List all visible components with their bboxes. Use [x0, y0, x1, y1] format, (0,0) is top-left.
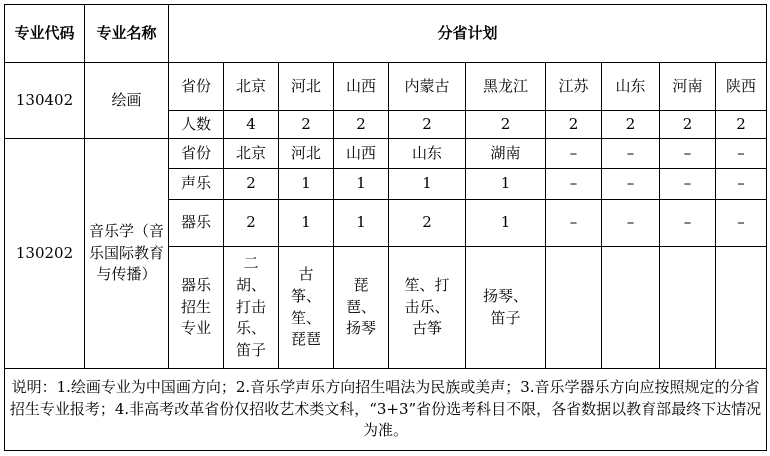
explanation-note: 说明：1.绘画专业为中国画方向；2.音乐学声乐方向招生唱法为民族或美声；3.音乐学器乐方向应按照规定的分省招生专业报考；4.非高考改革省份仅招收艺术类文科，“3+3”省份选考科目不限，各省数据以教育部最终下达情况为准。 — [5, 369, 767, 451]
painting-code: 130402 — [5, 63, 85, 139]
instrument-major-label: 器乐招生专业 — [169, 247, 224, 369]
header-plan: 分省计划 — [169, 5, 767, 63]
music-province: – — [716, 139, 767, 169]
enrollment-plan-table — [4, 4, 767, 451]
music-name: 音乐学（音乐国际教育与传播） — [85, 139, 169, 369]
instrument-count: 2 — [389, 200, 466, 247]
instrument-count: – — [602, 200, 660, 247]
instrument-majors — [660, 247, 716, 369]
vocal-count: 2 — [224, 169, 279, 200]
instrument-majors: 扬琴、笛子 — [466, 247, 546, 369]
vocal-label: 声乐 — [169, 169, 224, 200]
instrument-majors: 笙、打击乐、古筝 — [389, 247, 466, 369]
painting-province: 山东 — [602, 63, 660, 111]
painting-province: 江苏 — [546, 63, 602, 111]
instrument-majors: 二胡、打击乐、笛子 — [224, 247, 279, 369]
painting-province: 河南 — [660, 63, 716, 111]
painting-count: 2 — [334, 111, 389, 139]
painting-count: 2 — [602, 111, 660, 139]
painting-province: 陕西 — [716, 63, 767, 111]
painting-province: 河北 — [279, 63, 334, 111]
music-province: – — [546, 139, 602, 169]
vocal-count: – — [716, 169, 767, 200]
music-province: 湖南 — [466, 139, 546, 169]
painting-province: 北京 — [224, 63, 279, 111]
painting-count: 2 — [546, 111, 602, 139]
instrument-label: 器乐 — [169, 200, 224, 247]
music-province: – — [602, 139, 660, 169]
music-province: 北京 — [224, 139, 279, 169]
painting-province: 山西 — [334, 63, 389, 111]
instrument-count: 1 — [466, 200, 546, 247]
instrument-count: – — [660, 200, 716, 247]
instrument-majors: 古筝、笙、琵琶 — [279, 247, 334, 369]
instrument-majors: 琵琶、扬琴 — [334, 247, 389, 369]
music-province: 山西 — [334, 139, 389, 169]
painting-count: 2 — [389, 111, 466, 139]
vocal-count: 1 — [466, 169, 546, 200]
instrument-count: 2 — [224, 200, 279, 247]
header-code: 专业代码 — [5, 5, 85, 63]
music-province: 山东 — [389, 139, 466, 169]
music-province-label: 省份 — [169, 139, 224, 169]
painting-count: 2 — [716, 111, 767, 139]
painting-name: 绘画 — [85, 63, 169, 139]
instrument-majors — [546, 247, 602, 369]
painting-count-label: 人数 — [169, 111, 224, 139]
instrument-count: 1 — [279, 200, 334, 247]
painting-province: 黑龙江 — [466, 63, 546, 111]
instrument-count: – — [546, 200, 602, 247]
instrument-majors — [602, 247, 660, 369]
vocal-count: 1 — [334, 169, 389, 200]
painting-count: 4 — [224, 111, 279, 139]
music-code: 130202 — [5, 139, 85, 369]
music-province: 河北 — [279, 139, 334, 169]
vocal-count: 1 — [389, 169, 466, 200]
music-province: – — [660, 139, 716, 169]
instrument-count: 1 — [334, 200, 389, 247]
instrument-count: – — [716, 200, 767, 247]
painting-count: 2 — [279, 111, 334, 139]
painting-province-label: 省份 — [169, 63, 224, 111]
painting-province: 内蒙古 — [389, 63, 466, 111]
vocal-count: – — [660, 169, 716, 200]
header-name: 专业名称 — [85, 5, 169, 63]
vocal-count: – — [546, 169, 602, 200]
vocal-count: 1 — [279, 169, 334, 200]
instrument-majors — [716, 247, 767, 369]
vocal-count: – — [602, 169, 660, 200]
painting-count: 2 — [660, 111, 716, 139]
painting-count: 2 — [466, 111, 546, 139]
